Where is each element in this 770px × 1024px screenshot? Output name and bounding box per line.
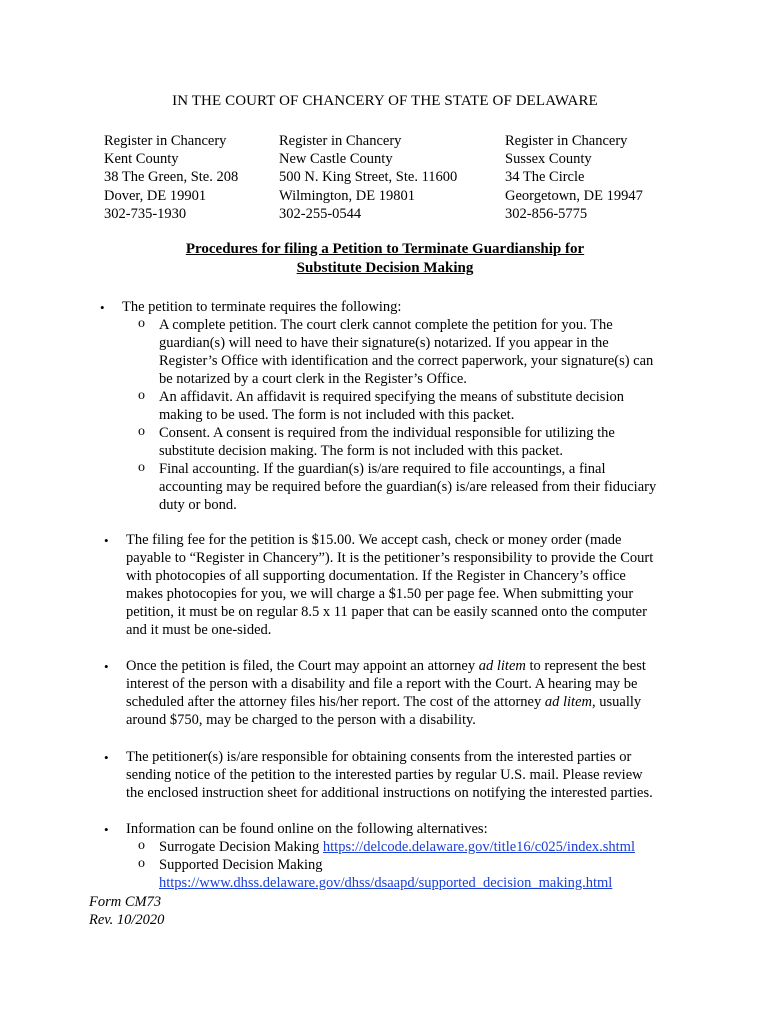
surrogate-label: Surrogate Decision Making	[159, 839, 323, 855]
text-line: The petitioner(s) is/are responsible for obtaining consents from the interested parties or	[126, 749, 632, 765]
text-line: A complete petition. The court clerk cannot complete the petition for you. The	[159, 317, 613, 333]
sub-bullet-icon: o	[138, 424, 145, 439]
sub-bullet-icon: o	[138, 316, 145, 331]
text-segment: scheduled after the attorney files his/her report. The cost of the attorney	[126, 694, 545, 710]
requirement-final-accounting	[159, 460, 681, 514]
office-city: Wilmington, DE 19801	[279, 187, 415, 204]
office-name: Register in Chancery	[505, 133, 628, 149]
office-county: Sussex County	[505, 151, 592, 168]
office-phone: 302-856-5775	[505, 205, 588, 222]
text-line: the enclosed instruction sheet for additional instructions on notifying the interested parties.	[126, 785, 653, 801]
text-line: guardian(s) will need to have their signature(s) notarized. If you appear in the	[159, 335, 609, 351]
text-line: around $750, may be charged to the person with a disability.	[126, 712, 476, 728]
text-line: petition, it must be on regular 8.5 x 11 paper that can be easily scanned onto the computer	[126, 604, 647, 620]
office-city: Georgetown, DE 19947	[505, 187, 643, 204]
text-line	[126, 657, 676, 675]
online-info-intro: Information can be found online on the following alternatives:	[126, 821, 488, 837]
requirement-consent	[159, 424, 681, 460]
court-title: IN THE COURT OF CHANCERY OF THE STATE OF DELAWARE	[172, 93, 598, 109]
sub-bullet-icon: o	[138, 460, 145, 475]
supported-decision-link[interactable]: https://www.dhss.delaware.gov/dhss/dsaapd/supported_decision_making.html	[159, 875, 613, 891]
sub-bullet-icon: o	[138, 856, 145, 871]
bullet-icon: •	[104, 533, 109, 548]
text-line: accounting may be required before the guardian(s) is/are released from their fiduciary	[159, 479, 657, 495]
text-line: The filing fee for the petition is $15.00. We accept cash, check or money order (made	[126, 532, 622, 548]
heading-line-2: Substitute Decision Making	[296, 260, 474, 276]
sub-bullet-icon: o	[138, 388, 145, 403]
office-name: Register in Chancery	[104, 133, 227, 149]
office-phone: 302-255-0544	[279, 205, 362, 222]
text-line: interest of the person with a disability and file a report with the Court. A hearing may be	[126, 676, 638, 692]
consents-paragraph	[126, 748, 676, 802]
text-line: substitute decision making. The form is not included with this packet.	[159, 443, 564, 459]
text-line: An affidavit. An affidavit is required specifying the means of substitute decision	[159, 389, 624, 405]
text-segment: to represent the best	[525, 658, 646, 674]
text-line: payable to “Register in Chancery”). It is the petitioner’s responsibility to provide the Court	[126, 550, 654, 566]
procedures-heading	[0, 240, 770, 278]
office-sussex-county	[505, 132, 643, 223]
filing-fee-paragraph	[126, 531, 676, 639]
bullet-icon: •	[104, 659, 109, 674]
form-id: Form CM73	[89, 894, 162, 910]
office-address: 38 The Green, Ste. 208	[104, 169, 239, 186]
office-county: New Castle County	[279, 151, 393, 168]
heading-line-1: Procedures for filing a Petition to Terminate Guardianship for	[185, 241, 585, 257]
office-kent-county	[104, 132, 238, 223]
ad-litem-term: ad litem	[478, 658, 526, 674]
text-line	[126, 693, 676, 711]
text-line: be notarized by a court clerk in the Register’s Office.	[159, 371, 467, 387]
office-name: Register in Chancery	[279, 133, 402, 149]
text-line: and it must be one-sided.	[126, 622, 272, 638]
supported-decision-item	[159, 856, 681, 892]
text-line: making to be used. The form is not included with this packet.	[159, 407, 515, 423]
office-new-castle-county	[279, 132, 457, 223]
surrogate-decision-link[interactable]: https://delcode.delaware.gov/title16/c025/index.shtml	[322, 839, 635, 855]
text-line: Consent. A consent is required from the individual responsible for utilizing the	[159, 425, 615, 441]
text-line: Register’s Office with identification and the correct paperwork, your signature(s) can	[159, 353, 654, 369]
office-phone: 302-735-1930	[104, 205, 187, 222]
bullet-icon: •	[100, 300, 105, 315]
requirement-complete-petition	[159, 316, 681, 388]
text-line: with photocopies of all supporting documentation. If the Register in Chancery’s office	[126, 568, 626, 584]
form-footer	[89, 893, 164, 929]
office-address: 34 The Circle	[505, 169, 585, 186]
text-line: sending notice of the petition to the interested parties by regular U.S. mail. Please review	[126, 767, 643, 783]
text-segment: Once the petition is filed, the Court may appoint an attorney	[126, 658, 479, 674]
sub-bullet-icon: o	[138, 838, 145, 853]
surrogate-decision-item	[159, 838, 681, 856]
requirement-affidavit	[159, 388, 681, 424]
office-address: 500 N. King Street, Ste. 11600	[279, 169, 458, 186]
office-city: Dover, DE 19901	[104, 187, 207, 204]
text-line	[159, 838, 681, 856]
text-line: duty or bond.	[159, 497, 237, 513]
bullet-icon: •	[104, 750, 109, 765]
text-line: makes photocopies for you, we will charge a $1.50 per page fee. When submitting your	[126, 586, 634, 602]
text-line: Final accounting. If the guardian(s) is/are required to file accountings, a final	[159, 461, 606, 477]
supported-label: Supported Decision Making	[159, 857, 323, 873]
text-line	[159, 874, 681, 892]
attorney-ad-litem-paragraph	[126, 657, 676, 729]
bullet-icon: •	[104, 822, 109, 837]
form-revision: Rev. 10/2020	[89, 912, 165, 928]
office-county: Kent County	[104, 151, 179, 168]
ad-litem-term: ad litem	[544, 694, 592, 710]
bullet-1-intro: The petition to terminate requires the following:	[122, 299, 402, 315]
text-segment: , usually	[592, 694, 642, 710]
